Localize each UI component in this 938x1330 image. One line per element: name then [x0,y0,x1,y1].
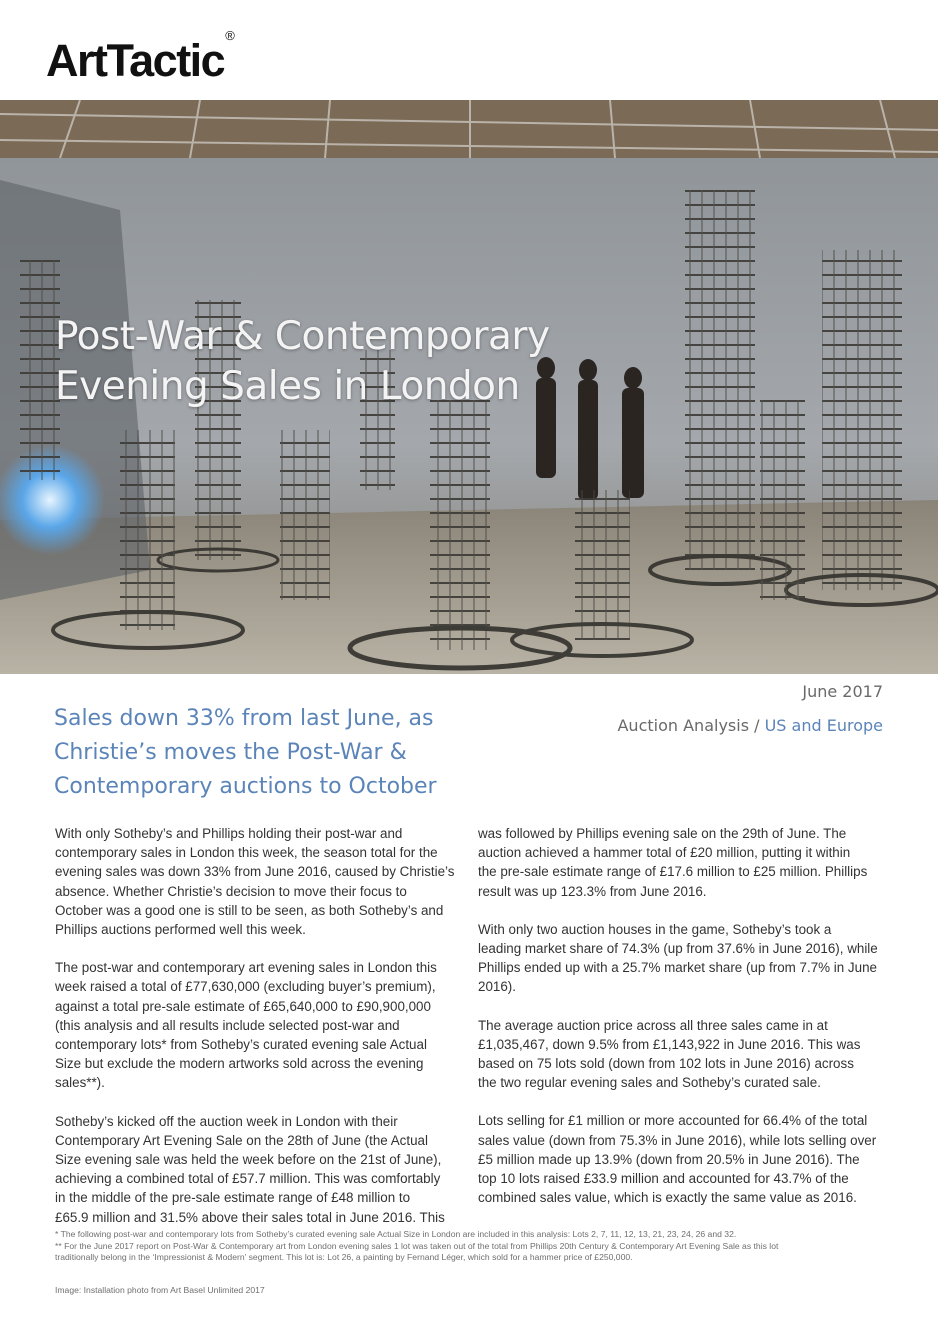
text-line: against a total pre-sale estimate of £65,640,000 to £90,900,000 [55,998,431,1014]
report-meta [617,682,883,736]
text-line: was followed by Phillips evening sale on the 29th of June. The [478,826,847,841]
text-line: contemporary lots* from Sotheby’s curated evening sale Actual [55,1037,427,1053]
text-line: (this analysis and all results include selected post-war and [55,1017,400,1033]
text-line: leading market share of 74.3% (up from 37.6% in June 2016), while [478,941,878,957]
text-line: With only two auction houses in the game, Sotheby’s took a [478,921,832,937]
text-line: Phillips auctions performed well this week. [55,922,306,938]
text-line: The average auction price across all three sales came in at [478,1017,828,1033]
text-line: auction achieved a hammer total of £20 million, putting it within [478,845,851,861]
category-label: Auction Analysis / [617,716,760,735]
paragraph [478,1016,878,1093]
footnote: * The following post-war and contemporary lots from Sotheby’s curated evening sale Actual Size in London are included in this analysis: Lots 2, 7, 11, 12, 13, 21, 23, 24, 26 and 32. [55,1229,737,1239]
paragraph [55,824,455,939]
text-line: result was up 123.3% from June 2016. [478,883,707,899]
right-column [478,824,878,1226]
text-line: With only Sotheby’s and Phillips holding their post-war and [55,826,403,841]
text-line: Sotheby’s kicked off the auction week in London with their [55,1113,398,1129]
text-line: The post-war and contemporary art evening sales in London this [55,960,437,976]
hero-title-line: Evening Sales in London [55,364,520,409]
text-line: based on 75 lots sold (down from 102 lots in June 2016) across [478,1056,854,1072]
text-line: the two regular evening sales and Sotheby’s curated sale. [478,1075,821,1091]
paragraph [55,1112,455,1227]
left-column [55,824,455,1246]
region-link[interactable]: US and Europe [764,716,883,735]
text-line: October was a good one is still to be seen, as both Sotheby’s and [55,902,444,918]
text-line: Lots selling for £1 million or more accounted for 66.4% of the total [478,1113,868,1129]
text-line: 2016). [478,979,516,995]
registered-mark: ® [225,28,235,43]
footnote: traditionally belong in the ‘Impressionist & Modern’ segment. This lot is: Lot 26, a painting by Fernand Léger, which sold for a hammer price of £250,000. [55,1252,633,1262]
hero-title-line: Post-War & Contemporary [55,314,550,359]
paragraph [55,958,455,1092]
brand-logo [46,28,235,86]
paragraph [478,1111,878,1207]
logo-text: ArtTactic [46,35,225,86]
report-category [617,716,883,736]
text-line: contemporary sales in London this week, the season total for the [55,845,438,861]
image-credit: Image: Installation photo from Art Basel Unlimited 2017 [55,1285,265,1295]
hero-image [0,100,938,674]
text-line: Phillips ended up with a 25.7% market share (up from 7.7% in June [478,960,877,976]
subtitle [54,702,464,804]
text-line: sales**). [55,1075,105,1091]
paragraph [478,824,878,901]
hero-title [55,312,550,412]
text-line: the pre-sale estimate range of £17.6 million to £25 million. Phillips [478,864,868,880]
text-line: in the middle of the pre-sale estimate range of £48 million to [55,1190,411,1206]
text-line: Size but exclude the modern artworks sold across the evening [55,1056,424,1072]
report-date: June 2017 [802,682,883,701]
text-line: combined sales value, which is exactly the same value as 2016. [478,1190,857,1206]
text-line: Contemporary Art Evening Sale on the 28th of June (the Actual [55,1132,428,1148]
footnote: ** For the June 2017 report on Post-War & Contemporary art from London evening sales 1 lot was taken out of the total from Phillips 20th Century & Contemporary Art Evening Sale as this lot [55,1240,779,1251]
text-line: £5 million made up 13.9% (down from 20.5% in June 2016). The [478,1151,860,1167]
text-line: absence. Whether Christie’s decision to move their focus to [55,883,407,899]
text-line: week raised a total of £77,630,000 (excluding buyer’s premium), [55,979,436,995]
footnotes [55,1229,895,1264]
subtitle-line: Sales down 33% from last June, as [54,706,434,731]
text-line: achieving a combined total of £57.7 million. This was comfortably [55,1171,441,1187]
text-line: £1,035,467, down 9.5% from £1,143,922 in June 2016. This was [478,1036,861,1052]
text-line: evening sales was down 33% from June 2016, caused by Christie’s [55,864,455,880]
paragraph [478,920,878,997]
text-line: sales value (down from 75.3% in June 2016), while lots selling over [478,1132,877,1148]
text-line: top 10 lots raised £33.9 million and accounted for 43.7% of the [478,1171,849,1187]
text-line: £65.9 million and 31.5% above their sales total in June 2016. This [55,1209,445,1225]
subtitle-line: Contemporary auctions to October [54,774,437,799]
text-line: Size evening sale was held the week before on the 21st of June), [55,1152,442,1168]
subtitle-line: Christie’s moves the Post-War & [54,740,407,765]
